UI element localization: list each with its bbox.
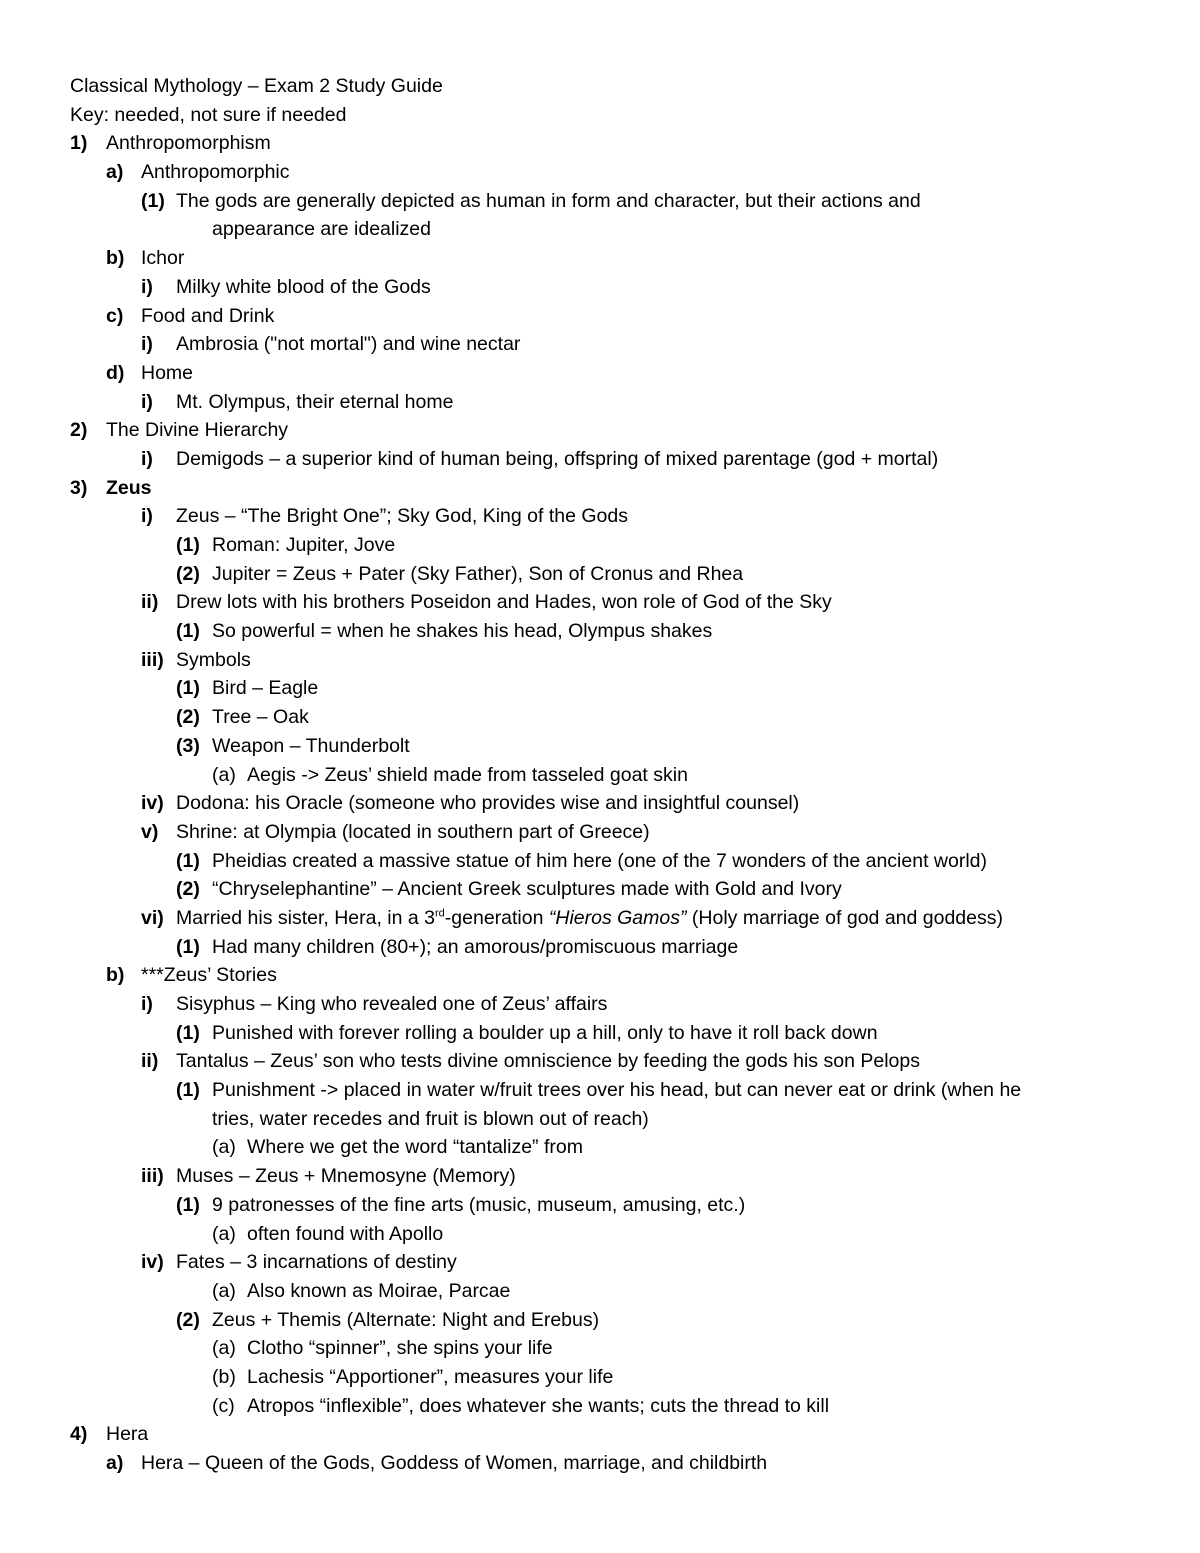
outline-item: (a) Aegis -> Zeus’ shield made from tasseled goat skin [212, 763, 688, 786]
outline-item: (1) Roman: Jupiter, Jove [176, 534, 396, 556]
outline-item: a) Anthropomorphic [106, 161, 290, 184]
outline-item: i) Mt. Olympus, their eternal home [141, 390, 454, 413]
outline-item: (1) Pheidias created a massive statue of him here (one of the 7 wonders of the ancient world) [176, 849, 988, 872]
outline-item: i) Ambrosia ("not mortal") and wine nectar [141, 333, 521, 356]
outline-item: (a) often found with Apollo [212, 1222, 444, 1245]
outline-item: 4) Hera [70, 1423, 149, 1446]
outline-item-continuation: appearance are idealized [212, 218, 431, 241]
key-line: Key: needed, not sure if needed [70, 103, 347, 126]
outline-item: i) Sisyphus – King who revealed one of Zeus’ affairs [141, 993, 608, 1015]
outline-item: a) Hera – Queen of the Gods, Goddess of Women, marriage, and childbirth [106, 1452, 768, 1474]
outline-item: b) Ichor [106, 247, 185, 270]
outline-item: (1) Had many children (80+); an amorous/promiscuous marriage [176, 935, 739, 958]
outline-item: i) Milky white blood of the Gods [141, 275, 431, 298]
outline-item: (2) “Chryselephantine” – Ancient Greek sculptures made with Gold and Ivory [176, 878, 842, 901]
outline-item: d) Home [106, 361, 194, 384]
outline-item: (b) Lachesis “Apportioner”, measures your life [212, 1365, 614, 1388]
outline-item: (3) Weapon – Thunderbolt [176, 734, 410, 757]
outline-item: (1) Punished with forever rolling a boulder up a hill, only to have it roll back down [176, 1021, 878, 1044]
outline-item: (2) Jupiter = Zeus + Pater (Sky Father), Son of Cronus and Rhea [176, 562, 744, 585]
outline-item: (c) Atropos “inflexible”, does whatever she wants; cuts the thread to kill [212, 1394, 830, 1417]
outline-item: 3) Zeus [70, 476, 152, 499]
outline-item: b) ***Zeus’ Stories [106, 964, 277, 987]
outline-item: v) Shrine: at Olympia (located in southern part of Greece) [141, 820, 650, 843]
outline-item: (2) Zeus + Themis (Alternate: Night and Erebus) [176, 1308, 600, 1331]
outline-item: iv) Fates – 3 incarnations of destiny [141, 1251, 457, 1274]
outline-item: (1) The gods are generally depicted as human in form and character, but their actions and [141, 189, 921, 212]
document-title: Classical Mythology – Exam 2 Study Guide [70, 75, 443, 97]
outline-item: iv) Dodona: his Oracle (someone who provides wise and insightful counsel) [141, 792, 800, 815]
outline-item: i) Demigods – a superior kind of human being, offspring of mixed parentage (god + mortal) [141, 447, 939, 470]
outline-item: (1) Bird – Eagle [176, 677, 319, 700]
outline-item-continuation: tries, water recedes and fruit is blown out of reach) [212, 1107, 649, 1130]
outline-item: (1) So powerful = when he shakes his head, Olympus shakes [176, 620, 713, 643]
outline-item: 1) Anthropomorphism [70, 132, 271, 155]
outline-item: i) Zeus – “The Bright One”; Sky God, King of the Gods [141, 505, 628, 528]
outline-item: (1) 9 patronesses of the fine arts (music, museum, amusing, etc.) [176, 1193, 746, 1216]
outline-item: (a) Clotho “spinner”, she spins your life [212, 1337, 553, 1360]
outline-item: (a) Also known as Moirae, Parcae [212, 1279, 511, 1302]
outline-item: ii) Drew lots with his brothers Poseidon and Hades, won role of God of the Sky [141, 591, 832, 614]
outline-item: iii) Muses – Zeus + Mnemosyne (Memory) [141, 1165, 516, 1188]
outline-item: ii) Tantalus – Zeus’ son who tests divine omniscience by feeding the gods his son Pelops [141, 1050, 920, 1073]
outline-item: c) Food and Drink [106, 304, 275, 327]
outline-item: 2) The Divine Hierarchy [70, 419, 289, 442]
study-guide-document [0, 72, 1200, 1478]
outline-item: iii) Symbols [141, 648, 251, 671]
outline-item: (1) Punishment -> placed in water w/fruit trees over his head, but can never eat or drink (when he [176, 1079, 1022, 1102]
outline-item: (2) Tree – Oak [176, 706, 309, 729]
outline-item: (a) Where we get the word “tantalize” from [212, 1136, 583, 1159]
outline-item: vi) Married his sister, Hera, in a 3rd-generation “Hieros Gamos” (Holy marriage of god and goddess) [141, 906, 1003, 929]
